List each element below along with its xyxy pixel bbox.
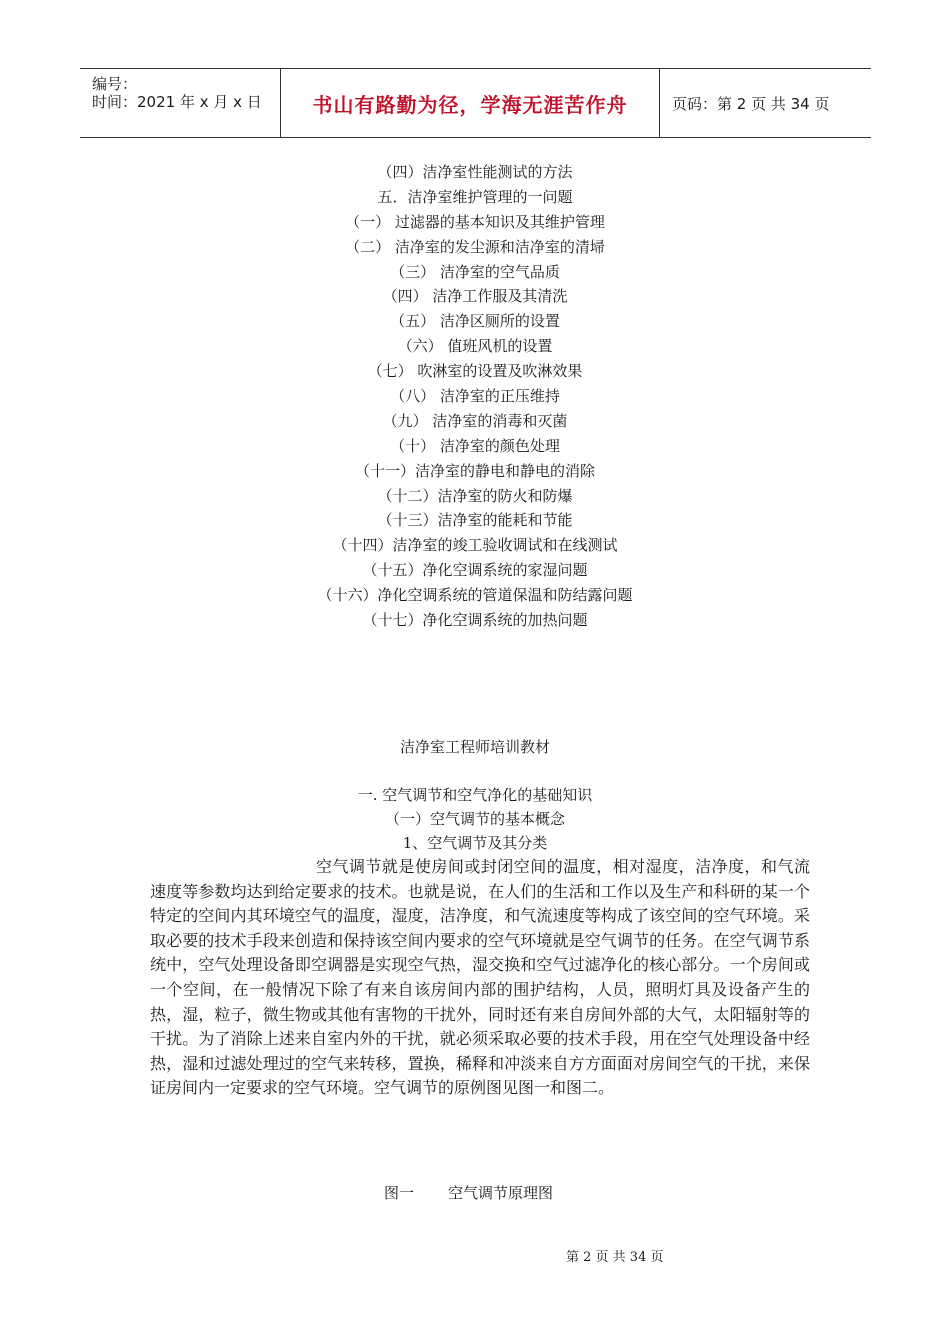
page-header (80, 68, 871, 138)
toc-item: （十六）净化空调系统的管道保温和防结露问题 (317, 586, 633, 605)
toc-item: （一） 过滤器的基本知识及其维护管理 (345, 212, 605, 231)
section-heading: 一. 空气调节和空气净化的基础知识 (357, 786, 593, 804)
toc-item: 五．洁净室维护管理的一问题 (377, 187, 573, 206)
toc-item: （十七）净化空调系统的加热问题 (362, 611, 588, 630)
toc-item: （四）洁净室性能测试的方法 (377, 163, 573, 181)
header-meta (80, 69, 281, 137)
toc-item: （十五）净化空调系统的家湿问题 (362, 561, 588, 580)
toc-item: （十一）洁净室的静电和静电的消除 (354, 461, 595, 480)
toc-item: （二） 洁净室的发尘源和洁净室的清埽 (345, 237, 605, 256)
number-label: 编号： (92, 75, 138, 93)
header-motto: 书山有路勤为径，学海无涯苦作舟 (281, 69, 660, 137)
toc-item: （十四）洁净室的竣工验收调试和在线测试 (332, 536, 618, 555)
toc-item: （十三）洁净室的能耗和节能 (377, 511, 573, 530)
toc-item: （九） 洁净室的消毒和灭菌 (382, 411, 568, 430)
toc-item: （十二）洁净室的防火和防爆 (377, 486, 573, 505)
sub-subsection-heading: 1、空气调节及其分类 (402, 834, 548, 852)
toc-item: （六） 值班风机的设置 (397, 337, 553, 356)
table-of-contents (0, 160, 950, 633)
toc-item: （七） 吹淋室的设置及吹淋效果 (367, 362, 583, 381)
toc-item: （四） 洁净工作服及其清洗 (382, 287, 568, 306)
figure-label: 图一 (384, 1184, 415, 1202)
page-footer: 第 2 页 共 34 页 (566, 1250, 664, 1265)
toc-item: （八） 洁净室的正压维持 (390, 387, 560, 406)
toc-item: （三） 洁净室的空气品质 (390, 262, 560, 281)
time-label: 时间：2021 年 x 月 x 日 (92, 93, 262, 111)
body-paragraph: 空气调节就是使房间或封闭空间的温度，相对湿度，洁净度，和气流速度等参数均达到给定要求的技术。也就是说，在人们的生活和工作以及生产和科研的某一个特定的空间内其环境空气的温度，湿度，洁净度，和气流速度等构成了该空间的空气环境。采取必要的技术手段来创造和保持该空间内要求的空气环境就是空气调节的任务。在空气调节系统中，空气处理设备即空调器是实现空气热，湿交换和空气过滤净化的核心部分。一个房间或一个空间，在一般情况下除了有来自该房间内部的围护结构，人员，照明灯具及设备产生的热，湿，粒子，微生物或其他有害物的干扰外，同时还有来自房间外部的大气，太阳辐射等的干扰。为了消除上述来自室内外的干扰，就必须采取必要的技术手段，用在空气处理设备中经热，湿和过滤处理过的空气来转移，置换，稀释和冲淡来自方方面面对房间空气的干扰，来保证房间内一定要求的空气环境。空气调节的原例图见图一和图二。 (150, 857, 810, 1098)
toc-item: （十） 洁净室的颜色处理 (390, 436, 560, 455)
figure-title: 空气调节原理图 (448, 1184, 554, 1202)
subsection-heading: （一）空气调节的基本概念 (384, 810, 565, 828)
figure-caption (384, 1182, 553, 1203)
header-page-info: 页码：第 2 页 共 34 页 (672, 94, 830, 113)
document-title: 洁净室工程师培训教材 (399, 738, 550, 756)
toc-item: （五） 洁净区厕所的设置 (390, 312, 560, 331)
